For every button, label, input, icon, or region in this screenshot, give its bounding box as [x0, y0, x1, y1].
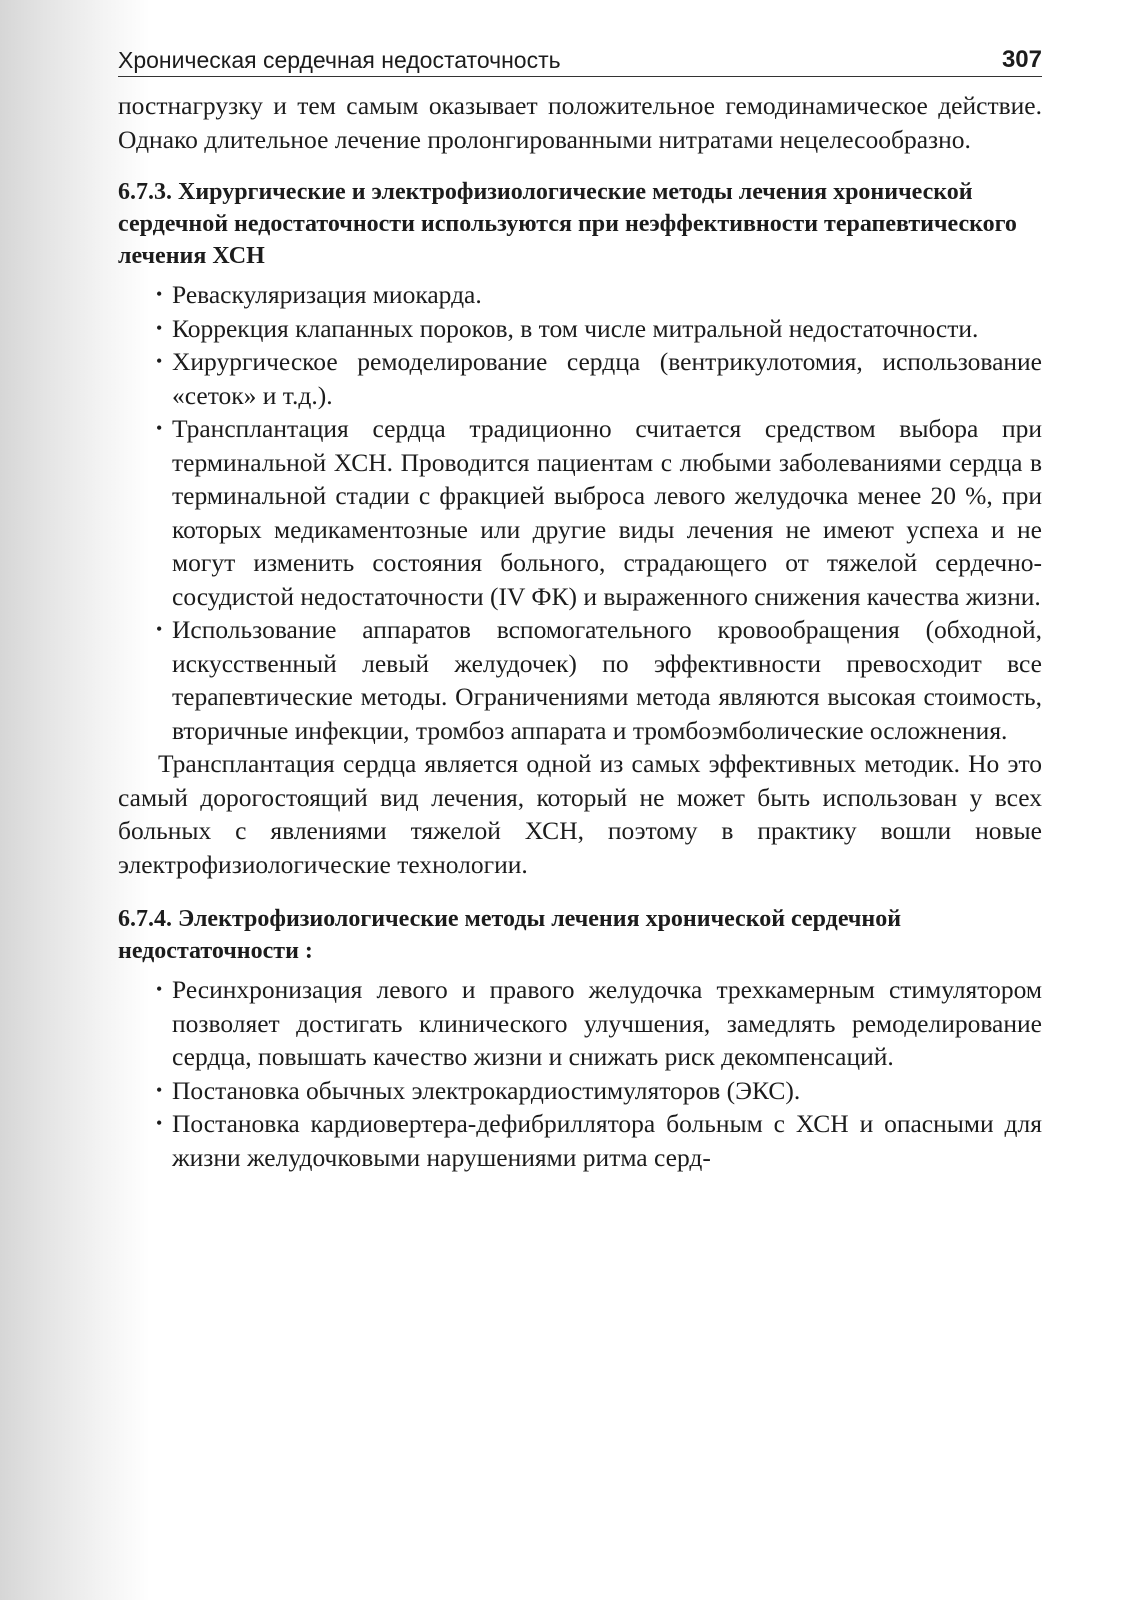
- list-item-text: Использование аппаратов вспомогательного кровообращения (обходной, искусственный левый желудочек) по эффективности превосходит все терапевтические методы. Ограничениями метода являются высокая стоимость, вторичные инфекции, тромбоз аппарата и тромбоэмболические осложнения.: [172, 615, 1042, 745]
- list-item: [118, 412, 1042, 613]
- list-item: [118, 1107, 1042, 1174]
- list-item: [118, 278, 1042, 312]
- list-item: [118, 613, 1042, 747]
- list-item-text: Хирургическое ремоделирование сердца (вентрикулотомия, использование «сеток» и т.д.).: [172, 347, 1042, 410]
- bullet-icon: •: [156, 317, 163, 338]
- list-item-text: Постановка кардиовертера-дефибриллятора больным с ХСН и опасными для жизни желудочковыми нарушениями ритма серд-: [172, 1109, 1042, 1172]
- section-673-heading: 6.7.3. Хирургические и электрофизиологические методы лечения хронической сердечной недостаточности используются при неэффективности терапевтического лечения ХСН: [118, 179, 1017, 269]
- list-item: [118, 1074, 1042, 1108]
- page-number: 307: [1001, 46, 1042, 73]
- list-item-text: Постановка обычных электрокардиостимуляторов (ЭКС).: [172, 1075, 801, 1105]
- list-item: [118, 312, 1042, 346]
- section-673-closing-paragraph: Трансплантация сердца является одной из самых эффективных методик. Но это самый дорогостоящий вид лечения, который не может быть использован у всех больных с явлениями тяжелой ХСН, поэтому в практику вошли новые электрофизиологические технологии.: [118, 749, 1042, 879]
- intro-paragraph: постнагрузку и тем самым оказывает положительное гемодинамическое действие. Однако длительное лечение пролонгированными нитратами нецелесообразно.: [118, 91, 1042, 154]
- list-item-text: Трансплантация сердца традиционно считается средством выбора при терминальной ХСН. Проводится пациентам с любыми заболеваниями сердца в терминальной стадии с фракцией выброса левого желудочка менее 20 %, при которых медикаментозные или другие виды лечения не имеют успеха и не могут изменить состояния больного, страдающего от тяжелой сердечно-сосудистой недостаточности (IV ФК) и выраженного снижения качества жизни.: [172, 414, 1042, 611]
- running-header: [118, 46, 1042, 77]
- list-item: [118, 345, 1042, 412]
- section-674-list: [118, 973, 1042, 1174]
- bullet-icon: •: [156, 1079, 163, 1100]
- running-title: Хроническая сердечная недостаточность: [118, 47, 561, 73]
- bullet-icon: •: [156, 1113, 163, 1133]
- list-item-text: Коррекция клапанных пороков, в том числе митральной недостаточности.: [172, 313, 979, 343]
- list-item-text: Ресинхронизация левого и правого желудочка трехкамерным стимулятором позволяет достигать клинического улучшения, замедлять ремоделирование сердца, повышать качество жизни и снижать риск декомпенсаций.: [172, 975, 1042, 1071]
- list-item-text: Реваскуляризация миокарда.: [172, 280, 482, 309]
- bullet-icon: •: [156, 351, 163, 371]
- bullet-icon: •: [156, 979, 163, 999]
- bullet-icon: •: [156, 284, 163, 304]
- section-673-list: [118, 278, 1042, 747]
- book-page: [118, 46, 1042, 1174]
- section-674-heading: 6.7.4. Электрофизиологические методы лечения хронической сердечной недостаточности :: [118, 906, 902, 964]
- list-item: [118, 973, 1042, 1074]
- bullet-icon: •: [156, 619, 163, 639]
- bullet-icon: •: [156, 418, 163, 438]
